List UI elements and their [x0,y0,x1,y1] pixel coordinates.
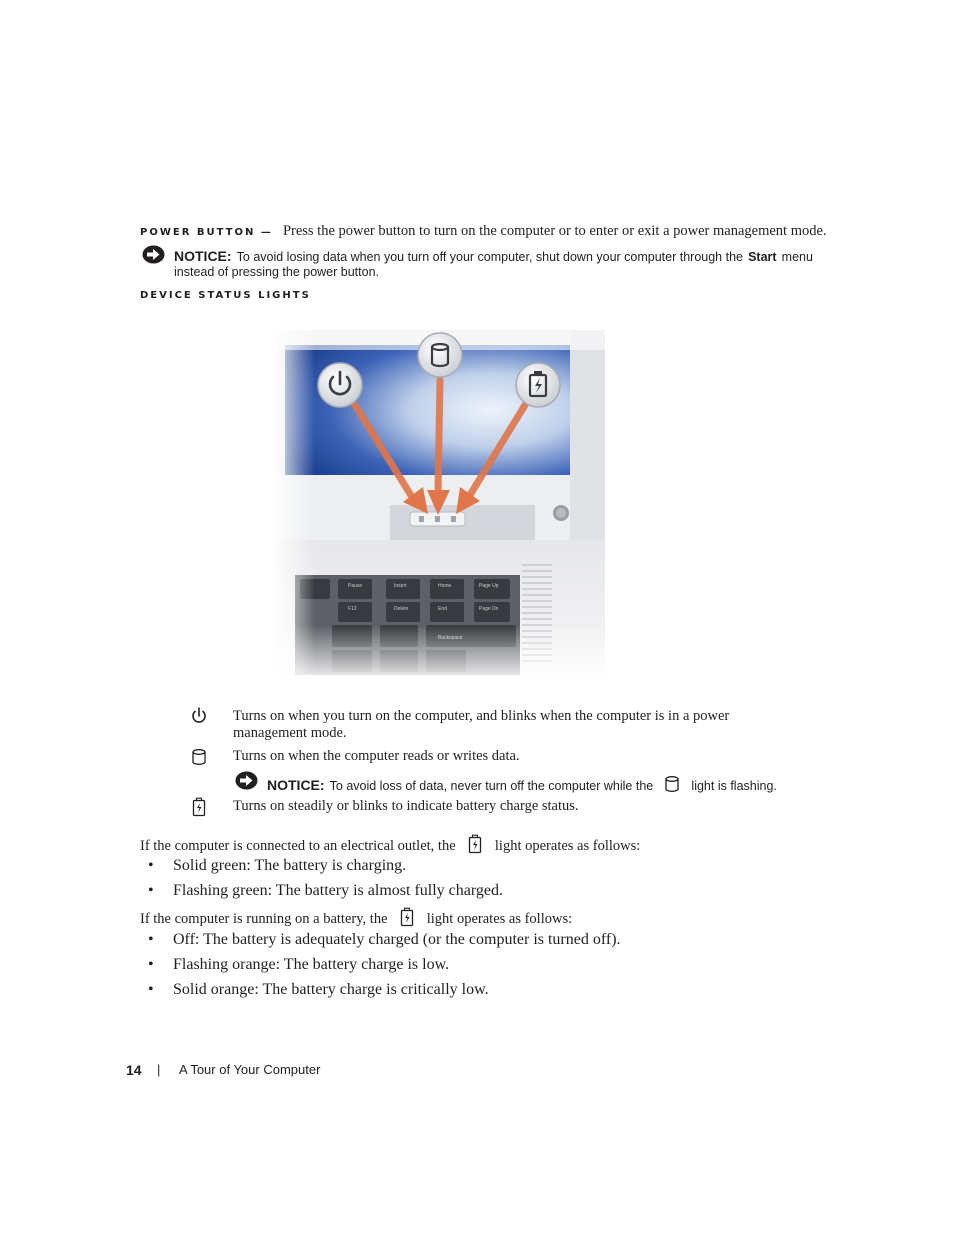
list-item-text: Flashing green: The battery is almost fully charged. [173,882,503,899]
notice-2-text-after: light is flashing. [691,779,777,793]
magnified-battery-light [516,363,560,407]
key-home-label: Home [438,583,452,589]
battery-text-after: light operates as follows: [426,911,573,927]
notice-2-text: To avoid loss of data, never turn off the computer while the [329,779,654,793]
outlet-text: If the computer is connected to an electrical outlet, the [140,838,456,854]
notice-paragraph [174,246,813,265]
key-end-label: End [438,606,447,612]
notice-text-line2: instead of pressing the power button. [174,265,379,279]
power-button-paragraph [140,220,827,240]
list-item-text: Solid orange: The battery charge is critically low. [173,981,489,998]
notice-2-label: NOTICE: [267,777,325,793]
power-icon [189,706,209,730]
hard-drive-icon [189,747,209,771]
key-pause-label: Pause [348,583,363,589]
key-page-dn-label: Page Dn [479,606,499,612]
inline-battery-icon [465,834,485,860]
page-number: 14 [126,1062,142,1078]
footer-separator: | [157,1062,161,1077]
inline-hard-drive-icon [662,774,682,798]
drive-light-text: Turns on when the computer reads or writes data. [233,748,520,764]
key-page-up-label: Page Up [479,583,499,589]
laptop-illustration [270,325,620,685]
power-light-text-line2: management mode. [233,725,347,741]
notice-icon-2 [235,771,258,794]
notice-text: To avoid losing data when you turn off your computer, shut down your computer through the [236,250,743,264]
outlet-text-after: light operates as follows: [494,838,641,854]
list-item-text: Off: The battery is adequately charged (or the computer is turned off). [173,931,621,948]
power-light-text-line1: Turns on when you turn on the computer, and blinks when the computer is in a power [233,708,730,724]
battery-icon [189,797,209,822]
power-button-text: Press the power button to turn on the computer or to enter or exit a power management mode. [282,223,827,239]
notice-label: NOTICE: [174,248,232,264]
key-delete-label: Delete [394,606,409,612]
battery-light-text: Turns on steadily or blinks to indicate battery charge status. [233,798,579,814]
key-f12-label: F12 [348,606,357,612]
chapter-title: A Tour of Your Computer [179,1062,321,1077]
inline-battery-icon [397,907,417,933]
battery-text: If the computer is running on a battery, the [140,911,388,927]
magnified-drive-light [418,333,462,377]
notice-text-after: menu [781,250,813,264]
notice-icon [142,245,165,268]
magnified-power-light [318,363,362,407]
device-status-heading: DEVICE STATUS LIGHTS [140,290,311,301]
key-insert-label: Insert [394,583,407,589]
list-item-text: Flashing orange: The battery charge is low. [173,956,450,973]
list-item-text: Solid green: The battery is charging. [173,857,407,874]
start-menu-label: Start [748,250,777,264]
power-button-heading: POWER BUTTON — [140,227,273,238]
notice-2-paragraph [267,774,777,798]
battery-paragraph [140,907,572,933]
